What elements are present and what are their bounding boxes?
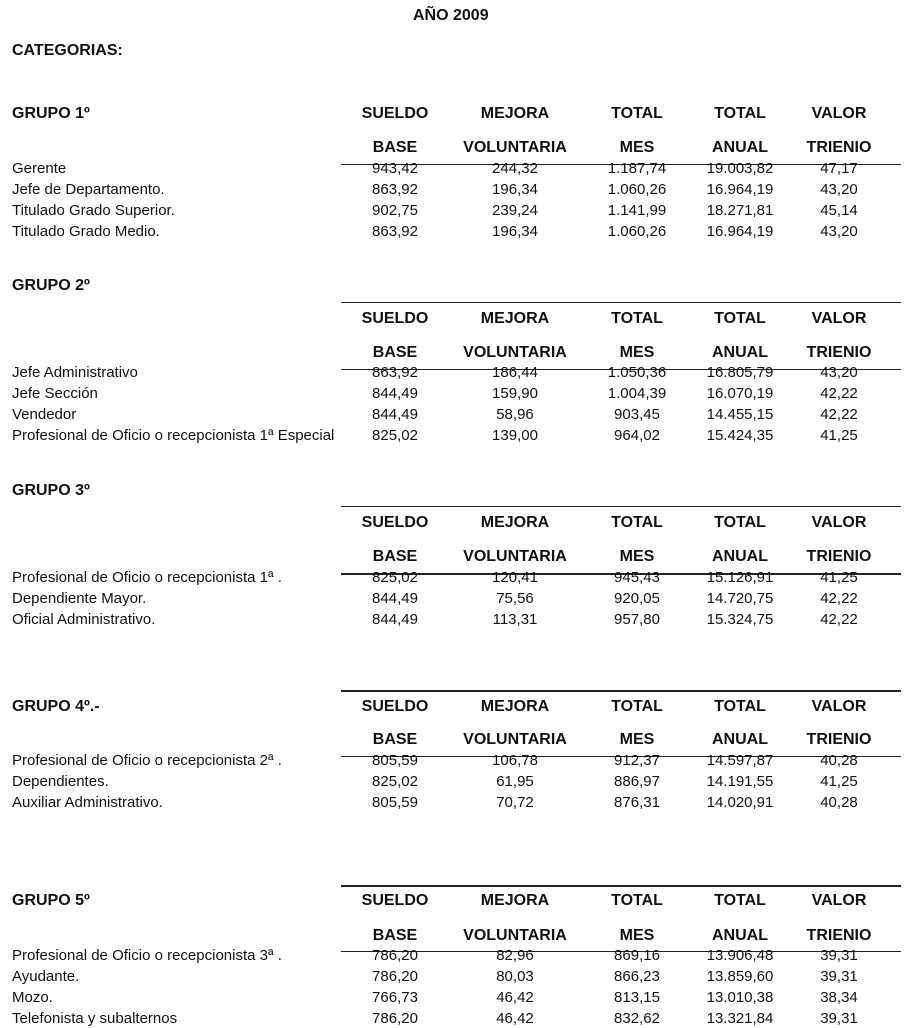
category-label: Gerente: [12, 160, 67, 177]
group-3-header-valor-bottom: TRIENIO: [806, 548, 872, 565]
cell-mes: 813,15: [614, 989, 660, 1006]
cell-mejora: 159,90: [492, 385, 538, 402]
group-5-header-total_mes-bottom: MES: [619, 927, 655, 944]
cell-mejora: 139,00: [492, 427, 538, 444]
group-4-header-valor-bottom: TRIENIO: [806, 731, 872, 748]
cell-trienio: 41,25: [820, 569, 858, 586]
group-3-header-mejora-top: MEJORA: [480, 514, 550, 531]
cell-anual: 13.010,38: [706, 989, 774, 1006]
cell-mes: 1.060,26: [607, 223, 667, 240]
cell-trienio: 39,31: [820, 968, 858, 985]
cell-trienio: 43,20: [820, 364, 858, 381]
cell-mes: 964,02: [614, 427, 660, 444]
category-label: Jefe Administrativo: [12, 364, 138, 381]
group-5-header-total_mes-top: TOTAL: [611, 892, 663, 909]
group-2-header-total_mes-bottom: MES: [619, 344, 655, 361]
cell-sueldo: 863,92: [372, 223, 418, 240]
cell-trienio: 47,17: [820, 160, 858, 177]
cell-anual: 14.020,91: [706, 794, 774, 811]
cell-mes: 1.187,74: [607, 160, 667, 177]
cell-mes: 1.060,26: [607, 181, 667, 198]
group-1-header-valor-bottom: TRIENIO: [806, 139, 872, 156]
group-1-header-sueldo-bottom: BASE: [372, 139, 418, 156]
cell-mejora: 70,72: [496, 794, 534, 811]
cell-trienio: 41,25: [820, 427, 858, 444]
group-3-header-sueldo-top: SUELDO: [361, 514, 429, 531]
cell-mejora: 75,56: [496, 590, 534, 607]
cell-trienio: 38,34: [820, 989, 858, 1006]
cell-mejora: 244,32: [492, 160, 538, 177]
cell-trienio: 43,20: [820, 223, 858, 240]
group-2-header-total_anual-bottom: ANUAL: [712, 344, 768, 361]
group-4-header-total_mes-top: TOTAL: [611, 698, 663, 715]
cell-mes: 1.050,36: [607, 364, 667, 381]
cell-anual: 13.859,60: [706, 968, 774, 985]
cell-sueldo: 863,92: [372, 364, 418, 381]
cell-anual: 14.720,75: [706, 590, 774, 607]
group-2-header-sueldo-top: SUELDO: [361, 310, 429, 327]
page-title: AÑO 2009: [413, 7, 489, 24]
category-label: Profesional de Oficio o recepcionista 2ª .: [12, 752, 282, 769]
category-label: Titulado Grado Medio.: [12, 223, 160, 240]
cell-mes: 912,37: [614, 752, 660, 769]
group-4-header-total_anual-bottom: ANUAL: [712, 731, 768, 748]
category-label: Jefe de Departamento.: [12, 181, 165, 198]
cell-mes: 869,16: [614, 947, 660, 964]
cell-mes: 866,23: [614, 968, 660, 985]
cell-mes: 920,05: [614, 590, 660, 607]
category-label: Mozo.: [12, 989, 53, 1006]
cell-anual: 16.805,79: [706, 364, 774, 381]
cell-trienio: 40,28: [820, 752, 858, 769]
group-4-rule-1: [341, 690, 901, 692]
category-label: Dependientes.: [12, 773, 109, 790]
cell-mes: 903,45: [614, 406, 660, 423]
group-4-header-valor-top: VALOR: [811, 698, 867, 715]
group-3-header-valor-top: VALOR: [811, 514, 867, 531]
cell-trienio: 40,28: [820, 794, 858, 811]
group-1-header-total_anual-top: TOTAL: [714, 105, 766, 122]
cell-anual: 15.126,91: [706, 569, 774, 586]
cell-sueldo: 786,20: [372, 968, 418, 985]
cell-mejora: 239,24: [492, 202, 538, 219]
cell-trienio: 42,22: [820, 590, 858, 607]
group-2-header-mejora-bottom: VOLUNTARIA: [463, 344, 567, 361]
categorias-label: CATEGORIAS:: [12, 42, 123, 59]
cell-sueldo: 825,02: [372, 427, 418, 444]
group-4-header-sueldo-bottom: BASE: [372, 731, 418, 748]
cell-trienio: 39,31: [820, 947, 858, 964]
group-3-rule-1: [341, 506, 901, 507]
category-label: Titulado Grado Superior.: [12, 202, 175, 219]
cell-mejora: 113,31: [492, 611, 538, 628]
group-2-header-valor-top: VALOR: [811, 310, 867, 327]
category-label: Auxiliar Administrativo.: [12, 794, 163, 811]
cell-mejora: 82,96: [496, 947, 534, 964]
group-3-header-total_mes-top: TOTAL: [611, 514, 663, 531]
group-5-header-valor-bottom: TRIENIO: [806, 927, 872, 944]
group-2-header-sueldo-bottom: BASE: [372, 344, 418, 361]
cell-trienio: 41,25: [820, 773, 858, 790]
cell-mes: 1.141,99: [607, 202, 667, 219]
cell-trienio: 42,22: [820, 611, 858, 628]
cell-sueldo: 805,59: [372, 794, 418, 811]
group-5-header-sueldo-top: SUELDO: [361, 892, 429, 909]
group-2-title: GRUPO 2º: [12, 277, 90, 294]
cell-sueldo: 805,59: [372, 752, 418, 769]
cell-sueldo: 863,92: [372, 181, 418, 198]
cell-anual: 16.964,19: [706, 181, 774, 198]
group-1-header-mejora-top: MEJORA: [480, 105, 550, 122]
cell-mejora: 120,41: [492, 569, 538, 586]
cell-mejora: 196,34: [492, 181, 538, 198]
group-3-header-mejora-bottom: VOLUNTARIA: [463, 548, 567, 565]
group-5-header-mejora-bottom: VOLUNTARIA: [463, 927, 567, 944]
group-4-header-total_mes-bottom: MES: [619, 731, 655, 748]
cell-mes: 876,31: [614, 794, 660, 811]
group-2-header-mejora-top: MEJORA: [480, 310, 550, 327]
group-5-header-total_anual-bottom: ANUAL: [712, 927, 768, 944]
cell-trienio: 42,22: [820, 406, 858, 423]
group-1-title: GRUPO 1º: [12, 105, 90, 122]
cell-trienio: 43,20: [820, 181, 858, 198]
group-2-header-total_anual-top: TOTAL: [714, 310, 766, 327]
cell-anual: 16.070,19: [706, 385, 774, 402]
cell-mejora: 46,42: [496, 989, 534, 1006]
cell-mes: 957,80: [614, 611, 660, 628]
cell-mejora: 106,78: [492, 752, 538, 769]
group-4-header-mejora-bottom: VOLUNTARIA: [463, 731, 567, 748]
group-2-header-total_mes-top: TOTAL: [611, 310, 663, 327]
group-5-header-valor-top: VALOR: [811, 892, 867, 909]
cell-mejora: 186,44: [492, 364, 538, 381]
cell-anual: 18.271,81: [706, 202, 774, 219]
cell-mes: 832,62: [614, 1010, 660, 1027]
cell-anual: 13.321,84: [706, 1010, 774, 1027]
category-label: Profesional de Oficio o recepcionista 3ª .: [12, 947, 282, 964]
group-2-header-valor-bottom: TRIENIO: [806, 344, 872, 361]
cell-sueldo: 786,20: [372, 947, 418, 964]
group-1-header-total_anual-bottom: ANUAL: [712, 139, 768, 156]
cell-sueldo: 844,49: [372, 590, 418, 607]
cell-trienio: 45,14: [820, 202, 858, 219]
cell-sueldo: 766,73: [372, 989, 418, 1006]
group-5-header-mejora-top: MEJORA: [480, 892, 550, 909]
group-1-header-total_mes-top: TOTAL: [611, 105, 663, 122]
cell-anual: 15.324,75: [706, 611, 774, 628]
cell-mejora: 58,96: [496, 406, 534, 423]
group-3-title: GRUPO 3º: [12, 482, 90, 499]
cell-sueldo: 844,49: [372, 406, 418, 423]
category-label: Jefe Sección: [12, 385, 98, 402]
category-label: Telefonista y subalternos: [12, 1010, 178, 1027]
group-3-header-total_mes-bottom: MES: [619, 548, 655, 565]
cell-anual: 14.597,87: [706, 752, 774, 769]
group-5-header-total_anual-top: TOTAL: [714, 892, 766, 909]
group-5-header-sueldo-bottom: BASE: [372, 927, 418, 944]
category-label: Ayudante.: [12, 968, 80, 985]
group-4-header-total_anual-top: TOTAL: [714, 698, 766, 715]
group-4-header-mejora-top: MEJORA: [480, 698, 550, 715]
group-2-rule-1: [341, 302, 901, 303]
group-1-header-total_mes-bottom: MES: [619, 139, 655, 156]
group-4-title: GRUPO 4º.-: [12, 698, 100, 715]
group-3-header-sueldo-bottom: BASE: [372, 548, 418, 565]
cell-sueldo: 844,49: [372, 385, 418, 402]
cell-mes: 1.004,39: [607, 385, 667, 402]
cell-mes: 886,97: [614, 773, 660, 790]
group-1-header-valor-top: VALOR: [811, 105, 867, 122]
group-3-header-total_anual-top: TOTAL: [714, 514, 766, 531]
category-label: Oficial Administrativo.: [12, 611, 156, 628]
category-label: Profesional de Oficio o recepcionista 1ª .: [12, 569, 282, 586]
cell-anual: 15.424,35: [706, 427, 774, 444]
cell-sueldo: 902,75: [372, 202, 418, 219]
cell-anual: 19.003,82: [706, 160, 774, 177]
cell-mes: 945,43: [614, 569, 660, 586]
category-label: Dependiente Mayor.: [12, 590, 147, 607]
group-3-header-total_anual-bottom: ANUAL: [712, 548, 768, 565]
group-4-header-sueldo-top: SUELDO: [361, 698, 429, 715]
category-label: Vendedor: [12, 406, 77, 423]
cell-mejora: 80,03: [496, 968, 534, 985]
group-1-header-mejora-bottom: VOLUNTARIA: [463, 139, 567, 156]
cell-anual: 14.191,55: [706, 773, 774, 790]
cell-sueldo: 786,20: [372, 1010, 418, 1027]
group-5-rule-1: [341, 885, 901, 887]
cell-sueldo: 844,49: [372, 611, 418, 628]
cell-anual: 13.906,48: [706, 947, 774, 964]
cell-anual: 14.455,15: [706, 406, 774, 423]
cell-sueldo: 825,02: [372, 773, 418, 790]
cell-trienio: 42,22: [820, 385, 858, 402]
cell-anual: 16.964,19: [706, 223, 774, 240]
cell-trienio: 39,31: [820, 1010, 858, 1027]
cell-mejora: 196,34: [492, 223, 538, 240]
cell-mejora: 46,42: [496, 1010, 534, 1027]
cell-sueldo: 825,02: [372, 569, 418, 586]
cell-mejora: 61,95: [496, 773, 534, 790]
group-5-title: GRUPO 5º: [12, 892, 90, 909]
group-1-header-sueldo-top: SUELDO: [361, 105, 429, 122]
category-label: Profesional de Oficio o recepcionista 1ª Especial: [12, 427, 335, 444]
cell-sueldo: 943,42: [372, 160, 418, 177]
